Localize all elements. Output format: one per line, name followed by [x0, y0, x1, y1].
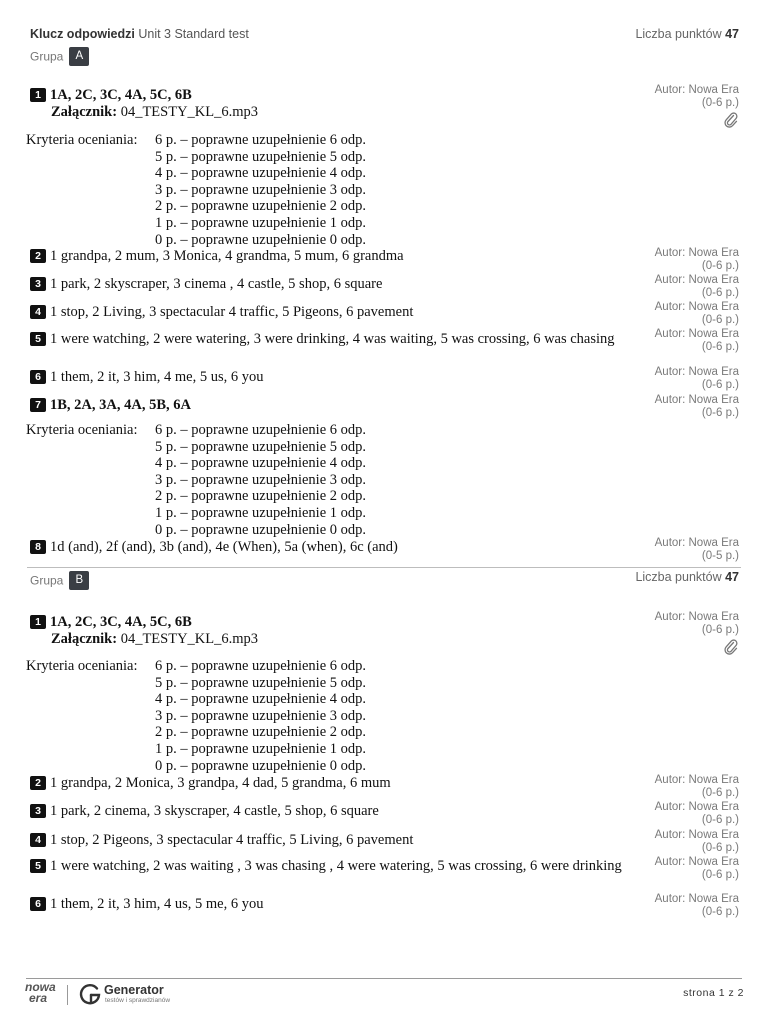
task-a4	[30, 304, 630, 321]
task-answer: 1d (and), 2f (and), 3b (and), 4e (When), 5a (when), 6c (and)	[50, 539, 398, 555]
task-b6	[30, 896, 630, 913]
task-a8	[30, 539, 630, 556]
criteria-line: 6 p. – poprawne uzupełnienie 6 odp.	[155, 132, 367, 148]
task-a5	[30, 331, 630, 348]
criteria-line: 4 p. – poprawne uzupełnienie 4 odp.	[155, 455, 367, 472]
task-b3	[30, 803, 630, 820]
criteria-line: 0 p. – poprawne uzupełnienie 0 odp.	[155, 231, 367, 248]
task-number: 5	[30, 859, 46, 873]
criteria-line: 5 p. – poprawne uzupełnienie 5 odp.	[155, 674, 367, 691]
task-author: Autor: Nowa Era (0-6 p.)	[654, 301, 739, 326]
criteria-line: 3 p. – poprawne uzupełnienie 3 odp.	[155, 707, 367, 724]
generator-logo-icon	[78, 982, 102, 1006]
task-number: 6	[30, 370, 46, 384]
criteria-line: 1 p. – poprawne uzupełnienie 1 odp.	[155, 214, 367, 231]
task-author: Autor: Nowa Era (0-6 p.)	[654, 856, 739, 881]
task-answer: 1 grandpa, 2 Monica, 3 grandpa, 4 dad, 5 grandma, 6 mum	[50, 775, 391, 791]
task-a1	[30, 87, 630, 121]
generator-logo-text: Generator	[104, 983, 164, 997]
task-author: Autor: Nowa Era (0-6 p.)	[654, 274, 739, 299]
task-b4	[30, 832, 630, 849]
task-answer: 1 them, 2 it, 3 him, 4 me, 5 us, 6 you	[50, 369, 264, 385]
group-b-label: Grupa B	[30, 571, 89, 590]
criteria-line: 3 p. – poprawne uzupełnienie 3 odp.	[155, 471, 367, 488]
task-number: 3	[30, 804, 46, 818]
paperclip-icon[interactable]	[724, 639, 738, 655]
task-a3	[30, 276, 630, 293]
criteria-line: 6 p. – poprawne uzupełnienie 6 odp.	[155, 658, 367, 674]
criteria-line: 5 p. – poprawne uzupełnienie 5 odp.	[155, 438, 367, 455]
task-number: 4	[30, 833, 46, 847]
task-author: Autor: Nowa Era (0-6 p.)	[654, 394, 739, 419]
criteria-line: 2 p. – poprawne uzupełnienie 2 odp.	[155, 198, 367, 215]
task-author: Autor: Nowa Era (0-6 p.)	[654, 801, 739, 826]
criteria-line: 5 p. – poprawne uzupełnienie 5 odp.	[155, 148, 367, 165]
subtitle: Unit 3 Standard test	[138, 27, 249, 41]
task-author: Autor: Nowa Era (0-6 p.)	[654, 893, 739, 918]
task-author: Autor: Nowa Era (0-6 p.)	[654, 84, 739, 109]
task-number: 2	[30, 249, 46, 263]
task-answer: 1 were watching, 2 was waiting , 3 was chasing , 4 were watering, 5 was crossing, 6 were drinking	[50, 858, 622, 874]
group-badge: A	[69, 47, 89, 66]
criteria-line: 2 p. – poprawne uzupełnienie 2 odp.	[155, 488, 367, 505]
task-author: Autor: Nowa Era (0-6 p.)	[654, 611, 739, 636]
total-points: Liczba punktów 47	[635, 570, 739, 584]
task-author: Autor: Nowa Era (0-6 p.)	[654, 829, 739, 854]
attachment-label: Załącznik:	[51, 104, 118, 120]
criteria-line: 1 p. – poprawne uzupełnienie 1 odp.	[155, 740, 367, 757]
task-author: Autor: Nowa Era (0-6 p.)	[654, 774, 739, 799]
task-number: 4	[30, 305, 46, 319]
task-author: Autor: Nowa Era (0-6 p.)	[654, 366, 739, 391]
criteria-line: 1 p. – poprawne uzupełnienie 1 odp.	[155, 504, 367, 521]
task-b2	[30, 775, 630, 792]
footer-divider	[26, 978, 742, 979]
task-answer: 1 stop, 2 Living, 3 spectacular 4 traffic, 5 Pigeons, 6 pavement	[50, 304, 414, 320]
title: Klucz odpowiedzi	[30, 27, 135, 41]
generator-logo-subtitle: testów i sprawdzianów	[105, 997, 171, 1004]
task-number: 2	[30, 776, 46, 790]
group-divider	[27, 567, 741, 568]
attachment-file[interactable]: 04_TESTY_KL_6.mp3	[120, 104, 259, 120]
task-answer: 1 stop, 2 Pigeons, 3 spectacular 4 traffic, 5 Living, 6 pavement	[50, 832, 414, 848]
task-a2	[30, 248, 630, 265]
task-answer: 1 them, 2 it, 3 him, 4 us, 5 me, 6 you	[50, 896, 264, 912]
task-answer: 1 were watching, 2 were watering, 3 were drinking, 4 was waiting, 5 was crossing, 6 was chasing	[50, 331, 615, 347]
task-number: 3	[30, 277, 46, 291]
task-answer: 1 park, 2 cinema, 3 skyscraper, 4 castle, 5 shop, 6 square	[50, 803, 379, 819]
task-author: Autor: Nowa Era (0-5 p.)	[654, 537, 739, 562]
task-a6	[30, 369, 630, 386]
page-number: strona 1 z 2	[683, 987, 744, 999]
attachment-label: Załącznik:	[51, 631, 118, 647]
task-b5	[30, 858, 630, 875]
criteria-line: 4 p. – poprawne uzupełnienie 4 odp.	[155, 165, 367, 182]
task-author: Autor: Nowa Era (0-6 p.)	[654, 328, 739, 353]
task-number: 5	[30, 332, 46, 346]
criteria-line: 0 p. – poprawne uzupełnienie 0 odp.	[155, 521, 367, 538]
document-title	[30, 27, 249, 41]
attachment-file[interactable]: 04_TESTY_KL_6.mp3	[120, 631, 259, 647]
criteria-line: 3 p. – poprawne uzupełnienie 3 odp.	[155, 181, 367, 198]
task-answer: 1A, 2C, 3C, 4A, 5C, 6B	[50, 87, 192, 103]
task-answer: 1B, 2A, 3A, 4A, 5B, 6A	[50, 397, 191, 413]
task-a7	[30, 397, 630, 414]
logo-separator	[67, 985, 68, 1005]
task-answer: 1A, 2C, 3C, 4A, 5C, 6B	[50, 614, 192, 630]
task-answer: 1 grandpa, 2 mum, 3 Monica, 4 grandma, 5 mum, 6 grandma	[50, 248, 404, 264]
total-points: Liczba punktów 47	[635, 27, 739, 41]
task-author: Autor: Nowa Era (0-6 p.)	[654, 247, 739, 272]
task-number: 1	[30, 88, 46, 102]
paperclip-icon[interactable]	[724, 112, 738, 128]
criteria-line: 6 p. – poprawne uzupełnienie 6 odp.	[155, 422, 367, 438]
criteria-line: 4 p. – poprawne uzupełnienie 4 odp.	[155, 691, 367, 708]
group-badge: B	[69, 571, 89, 590]
group-a-label: Grupa A	[30, 47, 89, 66]
criteria-line: 2 p. – poprawne uzupełnienie 2 odp.	[155, 724, 367, 741]
task-number: 8	[30, 540, 46, 554]
task-number: 7	[30, 398, 46, 412]
task-answer: 1 park, 2 skyscraper, 3 cinema , 4 castle, 5 shop, 6 square	[50, 276, 383, 292]
task-b1	[30, 614, 630, 648]
nowa-era-logo: nowa era	[25, 980, 56, 1005]
task-number: 1	[30, 615, 46, 629]
task-number: 6	[30, 897, 46, 911]
criteria-line: 0 p. – poprawne uzupełnienie 0 odp.	[155, 757, 367, 774]
